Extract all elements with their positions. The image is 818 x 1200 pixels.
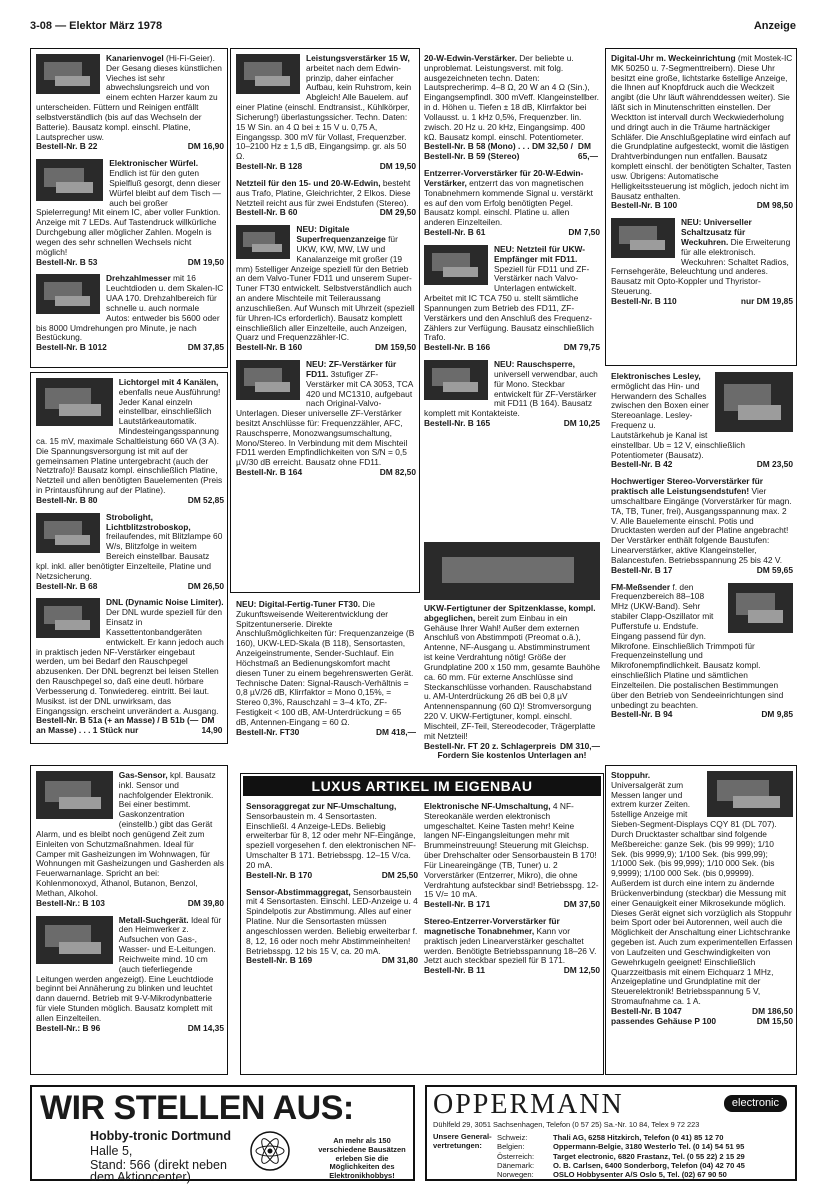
product-title: Stereo-Entzerrer-Vorverstärker für magnetische Tonabnehmer, (424, 916, 560, 936)
ft20-order: Bestell-Nr. FT 20 z. Schlagerpreis DM 310,— (424, 740, 600, 751)
order-price: DM 65,— (577, 141, 598, 162)
company-badge: electronic (724, 1095, 787, 1112)
product-item (36, 598, 224, 736)
order-number: Bestell-Nr. B 17 (611, 564, 673, 575)
col3-items (424, 54, 600, 429)
col1b (36, 378, 224, 740)
col2-items (236, 54, 416, 478)
representatives-list (497, 1133, 745, 1179)
representative-detail: Thali AG, 6258 Hitzkirch, Telefon (0 41) 85 12 70 (553, 1133, 724, 1142)
product-photo (236, 54, 300, 94)
product-order-line (424, 966, 600, 976)
product-photo (36, 54, 100, 94)
product-order-line (611, 297, 793, 307)
order-number: Bestell-Nr. B 165 (424, 417, 491, 428)
exhibition-line2: Halle 5, (90, 1144, 133, 1158)
product-title: FM-Meßsender (611, 581, 671, 592)
order-price: DM 59,65 (756, 564, 793, 575)
product-title: Elektronische NF-Umschaltung, (424, 802, 551, 811)
lux-right (424, 802, 600, 1070)
order-number: Bestell-Nr. B 166 (424, 342, 491, 353)
order-price: DM 23,50 (756, 459, 793, 470)
product-title: Leistungsverstärker 15 W, (306, 54, 410, 63)
exhibition-note: An mehr als 150 verschiedene Bausätzen erleben Sie die Möglichkeiten des Elektronikhobbys! (318, 1136, 406, 1181)
product-title: Strobolight, Lichtblitzstroboskop, (106, 511, 191, 532)
col4 (611, 54, 793, 364)
product-order-line (424, 419, 600, 429)
section-label: Anzeige (753, 20, 796, 32)
order-number: Bestell-Nr. B 60 (236, 207, 298, 218)
ft20-footer: Fordern Sie kostenlos Unterlagen an! (437, 750, 587, 761)
product-description: freilaufendes, mit Blitzlampe 60 W/s, Blitzfolge in weitem Bereich einstellbar. Bausatz kpl. inkl. aller benötigter Einzelteile, Platine und Netzsicherung. (36, 531, 223, 581)
lux-right-items (424, 802, 600, 976)
stopwatch-text: Universalgerät zum Messen langer und extrem kurzer Zeiten. 5stellige Anzeige mit Sieben-Segment-Displays CQY 81 (DL 707). Durch Drucktaster schaltbar sind folgende Meßbereiche: ganze Sek. (bis 99 999); 1/10 Sek. (bis 9999,9); 1/100 Sek. (bis 999,99); 1/1000 Sek. (bis 99,999); 1/10 000 Sek. (bis 9,9999); 1/100 000 Sek. (bis 0,99999). Außerdem ist durch eine intern zu ändernde Brückenverbindung (steckbar) die Messung mit einer Genauigkeit einer Mikrosekunde möglich. Dieses Gerät eignet sich vorzüglich als Stoppuhr beim Sport oder bei Autorennen, weil auch die Möglichkeit der Anschaltung einer Lichtschranke gegeben ist. Auch zum experimentellen Erfassen von Laufzeiten und Geschwindigkeiten von Gewehrkugeln geeignet! Einschließlich Quarzzeitbasis mit einem Eichquarz 1 MHz, Anzeigeplatine und Grundplatine mit der Steuerelektronik! Betriebsspannung 5 V, Stromaufnahme ca. 1 A. (611, 779, 793, 1007)
order-number: Bestell-Nr. B 58 (Mono) . . . DM 32,50 / Bestell-Nr. B 59 (Stereo) (424, 141, 573, 162)
representative-detail: O. B. Carlsen, 6400 Sonderborg, Telefon (04) 42 70 45 (553, 1160, 745, 1170)
product-title: NEU: ZF-Verstärker für FD11. (306, 359, 397, 379)
ft30-order: Bestell-Nr. FT30 DM 418,— (236, 726, 416, 737)
product-title: Sensor-Abstimmaggregat, (246, 886, 351, 897)
product-item (36, 378, 224, 506)
product-order-line (611, 566, 793, 576)
housing-order: passendes Gehäuse P 100 DM 15,50 (611, 1015, 793, 1026)
representative-row (497, 1133, 745, 1142)
product-description: f. den Frequenzbereich 88–108 MHz (UKW-Band). Sehr stabiler Clapp-Oszillator mit Pufferstufe u. Endstufe. Eingang passend für dyn. Mikrofone. Einschließlich Trimmpoti für Frequenzeinstellung und Mikrofonempfindlichkeit. Bausatz kompl. einschließlich Platine und sämtlichen Einzelteilen. Die postalischen Bestimmungen über den Betrieb von Sendeeinrichtungen sind unbedingt zu beachten. (611, 581, 784, 710)
product-photo (728, 583, 793, 633)
lux-left-items (246, 802, 418, 966)
luxus-banner: LUXUS ARTIKEL IM EIGENBAU (243, 776, 601, 796)
col1c (36, 771, 224, 1071)
product-order-line (36, 899, 224, 909)
product-description: Endlich ist für den guten Spielfluß gesorgt, denn dieser Würfel bleibt auf dem Tisch — auch bei großer Spielerregung! Mit einem IC, aber voller Funktion. Anzeige mit 7 LEDs. Auf Tastendruck willkürliche Durchgebung aller möglicher Zahlen. Mogeln is wegen des sehr schnellen Wechsels nicht möglich! (36, 168, 221, 257)
product-order-line (424, 343, 600, 353)
col1-items (36, 54, 224, 353)
product-title: Elektronischer Würfel. (109, 158, 199, 169)
product-photo (36, 274, 100, 314)
product-description: Der beliebte u. unproblemat. Leistungsverst. mit folg. ausgezeichneten techn. Daten: Lautsprecherimp. 4–8 Ω, 20 W an 4 Ω (Sin.), Eingangsempfindl. 300 mVeff. Klangeinstellber. in d. Höhen u. Tiefen ± 18 dB, Klirrfaktor bei Vollausst. u. 1 kHz 0,5%, Frequenzber. lin. zwisch. 20 Hz u. 20 kHz, Eingangsimp. 400 kΩ. Bausatz kompl. einschl. Potentiometer. (424, 54, 599, 142)
ft30-title: NEU: Digital-Fertig-Tuner FT30. (236, 600, 361, 609)
product-item (236, 360, 416, 478)
product-description: (Hi-Fi-Geier). Der Gesang dieses künstlichen Vieches ist sehr abwechslungsreich und von einem echten Harzer kaum zu unterscheiden. Füttern und Reinigen entfällt selbstverständlich (bis auf das Wechseln der Batterie). Bausatz kompl. einschl. Platine, Lautsprecher usw. (36, 54, 222, 142)
representatives-label: Unsere General-vertretungen: (433, 1132, 492, 1150)
ft20-text: bereit zum Einbau in ein Gehäuse Ihrer Wahl! Außer dem externen Anschluß von Abstimmpoti (Preomat o.ä.), Antenne, NF-Ausgang u. Abstimminstrument ist keine Verdrahtung nötig! Größe der Grundplatine 200 x 150 mm, gesamte Bauhöhe ca. 60 mm. Für externe Anschlüsse sind Steckanschlüsse vorhanden. Rauschabstand u. AM-Unterdrückung 26 dB bei 0,8 µV Antennenspannung (60 Ω)! Stromversorgung 220 V. UKW-Fertigtuner, kompl. einschl. Mischteil, ZF-Teil, Stereodecoder, Trägerplatte mit Netzteil! (424, 612, 600, 741)
order-number: Bestell-Nr. B 94 (611, 709, 673, 720)
product-item (424, 802, 600, 910)
product-description: für UKW, KW, MW, LW und Kanalanzeige mit großer (19 mm) 5stelliger Anzeige speziell für den Betrieb an dem Valvo-Tuner FD11 und unserem Super-Tuner FT30 entwickelt. Selbstverständlich auch an andere Mischteile mit Teileraussang anzuschließen. Auf Wunsch mit Uhrzeit (speziell für Uhren-ICs erforderlich). Bausatz komplett einschließlich aller Einzelteile, auch Anzeigen, Quarz und Frequenzzähler-IC. (236, 234, 415, 343)
product-description: ermöglicht das Hin- und Herwandern des Schalles zwischen den Boxen einer Stereoanlage. Lesley-Frequenz u. Lautstärkehub je Kanal ist einstellbar. Ub = 12 V, einschließlich Potentiometer (Bausatz). (611, 380, 745, 460)
representative-detail: OSLO Hobbysenter A/S Oslo 5, Tel. (02) 67 90 50 (553, 1170, 727, 1179)
product-photo (611, 218, 675, 258)
product-item (36, 916, 224, 1034)
stopwatch-order: Bestell-Nr. B 1047 DM 186,50 (611, 1005, 793, 1016)
order-price: DM 19,50 (187, 256, 224, 267)
order-price: DM 37,50 (563, 899, 600, 910)
product-photo (424, 245, 488, 285)
order-price: DM 82,50 (379, 467, 416, 478)
ft20-item (424, 604, 600, 761)
order-price: DM 16,90 (187, 141, 224, 152)
order-price: DM 26,50 (187, 580, 224, 591)
product-photo (36, 159, 103, 201)
col1c-items (36, 771, 224, 1034)
product-title: NEU: Digitale Superfrequenzanzeige (296, 224, 386, 245)
product-item (611, 372, 793, 470)
order-price: DM 29,50 (379, 207, 416, 218)
company-address: Dühlfeld 29, 3051 Sachsenhagen, Telefon (0 57 25) Sa.-Nr. 10 84, Telex 9 72 223 (433, 1120, 700, 1129)
col3 (424, 54, 600, 534)
product-item (36, 159, 224, 267)
product-item (246, 888, 418, 967)
col2 (236, 54, 416, 589)
representative-country: Österreich: (497, 1151, 535, 1161)
order-number: Bestell-Nr. B 51a (+ an Masse) / B 51b (— an Masse) . . . 1 Stück nur (36, 715, 199, 736)
order-price: DM 7,50 (568, 227, 600, 238)
exhibition-line1: Hobby-tronic Dortmund (90, 1129, 231, 1143)
order-number: Bestell-Nr. B 42 (611, 459, 673, 470)
product-photo (36, 513, 100, 553)
order-price: DM 14,90 (201, 715, 223, 736)
product-description: 4 NF-Stereokanäle werden elektronisch umgeschaltet. Keine Tasten mehr! Keine langen NF-Eingangsleitungen mehr mit Brummeinstreuung! Steuerung mit Gleichsp. über Drehschalter oder Sensorbaustein B 170! Für Lineareingänge (TB, Tuner) u. 2 Vorverstärker (Entzerrer, Mikro), die ohne Verdrahtung aufsteckbar sind! Betriebsspg. 12-15 V/= 10 mA. (424, 802, 599, 900)
exhibition-box (30, 1085, 415, 1184)
page-number: 3-08 — Elektor März 1978 (30, 20, 163, 32)
product-order-line (36, 142, 224, 152)
order-number: Bestell-Nr. B 53 (36, 256, 98, 267)
stopwatch-title: Stoppuhr. (611, 771, 651, 780)
product-description: entzerrt das von magnetischen Tonabnehmern kommende Signal u. verstärkt es auf den vom Erfolg benötigten Pegel. Bausatz kompl. einschl. Platine u. allen anderen Einzelteilen. (424, 177, 593, 228)
product-title: 20-W-Edwin-Verstärker. (424, 54, 517, 63)
product-item (246, 802, 418, 881)
ft30-item (236, 600, 416, 738)
product-order-line (236, 208, 416, 218)
product-order-line (236, 162, 416, 172)
representative-row (497, 1161, 745, 1170)
product-photo (236, 360, 300, 400)
col4-items-a (611, 54, 793, 307)
order-price: DM 52,85 (187, 494, 224, 505)
order-number: Bestell-Nr. B 160 (236, 342, 303, 353)
product-title: Elektronisches Lesley, (611, 372, 701, 381)
product-title: Kanarienvogel (106, 54, 164, 63)
product-title: NEU: Universeller Schaltzusatz für Weckuhren. (681, 217, 752, 247)
product-item (236, 179, 416, 218)
order-price: DM 9,85 (761, 709, 793, 720)
col2b (236, 600, 416, 770)
representative-detail: Target electronic, 6820 Frastanz, Tel. (0 55 22) 2 15 29 (553, 1151, 745, 1161)
product-item (611, 477, 793, 575)
product-title: Sensoraggregat zur NF-Umschaltung, (246, 802, 397, 811)
product-description: 3stufiger ZF-Verstärker mit CA 3053, TCA 420 und MC1310, aufgebaut nach Original-Valvo-Unterlagen. Dieser universelle ZF-Verstärker besitzt Anschlüsse für: Frequenzzähler, AFC, Rauschsperre, Monozwangsumschaltung, Mono/Stereo. In Verbindung mit dem Mischteil FD11 werden Empfindlichkeiten von S/N = 0,5 µV/30 dB erreicht. Bausatz ohne FD11. (236, 368, 413, 468)
col4-items-b (611, 372, 793, 720)
product-item (36, 513, 224, 592)
representative-country: Schweiz: (497, 1133, 528, 1142)
product-item (236, 54, 416, 172)
product-photo (36, 916, 113, 964)
representative-row (497, 1152, 745, 1161)
product-item (36, 771, 224, 909)
product-title: DNL (Dynamic Noise Limiter). (106, 597, 224, 608)
product-photo (36, 378, 113, 426)
product-title: NEU: Netzteil für UKW-Empfänger mit FD11. (494, 243, 586, 264)
representative-country: Belgien: (497, 1142, 525, 1152)
order-price: DM 25,50 (381, 869, 418, 880)
order-number: Bestell-Nr.: B 96 (36, 1022, 101, 1033)
order-number: Bestell-Nr. B 171 (424, 899, 491, 910)
order-price: DM 31,80 (381, 955, 418, 966)
product-description: Sensorbaustein mit 4 Sensortasten. Einschl. LED-Anzeige u. 4 Spindelpotis zur Abstimmung. Alles auf einer Platine. Nur die Sensortasten müssen angeschlossen werden. Beliebig erweiterbar f. 8, 12, 16 oder noch mehr Abstimmeinheiten! Betriebsspg. 12 bis 15 V, ca. 20 mA. (246, 886, 418, 956)
order-price: DM 79,75 (563, 342, 600, 353)
product-order-line (424, 228, 600, 238)
product-title: Digital-Uhr m. Weckeinrichtung (611, 54, 736, 63)
exhibition-line4: dem Aktioncenter) (90, 1170, 191, 1184)
order-price: DM 10,25 (563, 417, 600, 428)
product-description: kpl. Bausatz inkl. Sensor und nachfolgender Elektronik. Bei einer bestimmt. Gaskonzentration (einstellb.) gibt das Gerät Alarm, und es bleibt noch genügend Zeit zum Einleiten von Schutzmaßnahmen. Ideal für Camper mit Gasheizungen im Wohnwagen, für Wohnungen mit Gasheizungen und Gasherden als Feuerwarnanlage. Spricht an bei: Kohlenmonoxyd, Äthanol, Butanon, Benzol, Methan, Alkohol. (36, 771, 224, 898)
product-title: Entzerrer-Vorverstärker für 20-W-Edwin-Verstärker, (424, 168, 584, 188)
product-photo (36, 598, 100, 638)
product-item (36, 274, 224, 353)
order-number: Bestell-Nr. B 61 (424, 227, 486, 238)
order-price: DM 159,50 (375, 342, 416, 353)
product-description: Sensorbaustein m. 4 Sensortasten. Einschließl. 4 Anzeige-LEDs. Beliebig erweiterbar für 8, 12 oder mehr NF-Eingänge, speziell vorgesehen f. den elektronischen NF-Umschalter B 171. Betriebsspg. 12–15 V/ca. 20 mA. (246, 810, 416, 870)
representative-row (497, 1142, 745, 1151)
ft20-title: UKW-Fertigtuner der Spitzenklasse, kompl. abgeglichen, (424, 603, 596, 623)
product-order-line (36, 582, 224, 592)
product-description: Speziell für FD11 und ZF-Verstärker nach Valvo-Unterlagen entwickelt. Arbeitet mit IC TCA 750 u. stellt sämtliche Spannungen zum Betrieb des FD11, ZF-Verstärkers und den Anschluß des Frequenz-Zählers zur Verfügung. Bausatz einschließlich Trafo. (424, 263, 594, 343)
product-title: Drehzahlmesser (106, 273, 171, 284)
product-order-line (36, 496, 224, 506)
col4b (611, 771, 793, 1071)
ft30-text: Die Zukunftsweisende Weiterentwicklung der Spitzentunerserie. Direkte Anschlußmöglichkeiten für: Frequenzanzeige (B 160), UKW-LED-Skala (B 118), Sensortasten, Anzeigeinstrumente, Sender-Suchlauf. Ein Höchstmaß an Bedienungskomfort macht diesen Tuner zu einem begehrenswerten Gerät. Technische Daten: Signal-Rausch-Verhältnis = 0,8 µV/26 dB, Klirrfaktor = Mono 0,15%, = Stereo 0,3%, Rauschzahl = 3–4 kTo, ZF-Festigkeit < 100 dB, AM-Unterdrückung = 65 dB, Antennen-Eingang = 60 Ω. (236, 600, 415, 727)
product-item (611, 218, 793, 306)
order-price: DM 14,35 (187, 1022, 224, 1033)
col4-lower (611, 372, 793, 762)
product-title: Metall-Suchgerät. (118, 914, 189, 925)
product-description: ebenfalls neue Ausführung! Jeder Kanal einzeln einstellbar, einschließlich Lautstärkeautomatik. Mindesteingangsspannung ca. 15 mV, maximale Schaltleistung 660 VA (3 A). Die Spannungsversorgung ist mit auf der gemeinsamen Platine untergebracht (auch der Netztrafo)! Bausatz kompl. einschließlich Platine, Netzteil und allen benötigten Bauelementen (Preis in Printausführung auf der Platine). (36, 386, 223, 496)
product-item (611, 54, 793, 211)
order-number: Bestell-Nr. B 128 (236, 161, 303, 172)
product-order-line (236, 468, 416, 478)
order-number: Bestell-Nr.: B 103 (36, 897, 105, 908)
col1 (36, 54, 224, 364)
order-price: DM 19,50 (379, 161, 416, 172)
order-number: Bestell-Nr. B 100 (611, 200, 678, 211)
order-number: Bestell-Nr. B 22 (36, 141, 98, 152)
product-title: Lichtorgel mit 4 Kanälen, (118, 378, 219, 387)
order-number: Bestell-Nr. B 1012 (36, 342, 107, 353)
product-title: Netzteil für den 15- und 20-W-Edwin, (236, 177, 381, 188)
order-price: DM 37,85 (187, 342, 224, 353)
exhibition-line3: Stand: 566 (direkt neben (90, 1158, 227, 1172)
product-item (424, 54, 600, 162)
order-number: Bestell-Nr. B 80 (36, 494, 98, 505)
product-title: Hochwertiger Stereo-Vorverstärker für praktisch alle Leistungsendstufen! (611, 476, 764, 497)
product-photo (715, 372, 793, 432)
order-price: DM 98,50 (756, 200, 793, 211)
product-item (424, 245, 600, 353)
oppermann-box (425, 1085, 797, 1181)
order-number: Bestell-Nr. B 11 (424, 965, 485, 976)
product-order-line (611, 201, 793, 211)
product-order-line (424, 142, 600, 162)
product-description: Der DNL wurde speziell für den Einsatz in Kassettentonbandgeräten entwickelt. Er kann jedoch auch in praktisch jeden NF-Verstärker eingebaut werden, um bei Bedarf den Rauschpegel abzusenken. Der DNL begrenzt bei leisen Stellen den Rauschpegel so, daß eine deutl. hörbare Verbesserung d. Tonwiedereg. eintritt. Bei laut. Musikst. ist der DNL unwirksam, das Eingangssign. erscheint unverändert a. Ausgang. (36, 607, 224, 716)
product-order-line (36, 1024, 224, 1034)
product-order-line (246, 871, 418, 881)
exhibition-title: WIR STELLEN AUS: (40, 1089, 354, 1127)
product-order-line (236, 343, 416, 353)
product-item (424, 169, 600, 238)
product-title: NEU: Rauschsperre, (494, 359, 575, 370)
product-item (424, 917, 600, 976)
atom-logo-icon (250, 1131, 290, 1171)
company-logo: OPPERMANN (433, 1089, 624, 1120)
product-order-line (36, 343, 224, 353)
representative-detail: Oppermann-Belgie, 3180 Westerlo Tel. (0 14) 54 51 95 (553, 1142, 745, 1152)
order-number: Bestell-Nr. B 68 (36, 580, 98, 591)
representative-country: Dänemark: (497, 1160, 535, 1170)
product-description: (mit Mostek-IC MK 50250 u. 7-Segmenttreibern). Diese Uhr besitzt eine große, lichtstarke 6stellige Anzeige, die Ihnen auf Knopfdruck auch die Weckzeit angibt (die Uhr läuft währenddessen weiter). Sie läßt sich in Minutenschritten einstellen. Der Wecktton ist intervall durch Weckwiederholung und dringt auch in die Träume hartnäckiger Schläfer. Die Anschlußgeplatine wird einfach auf die Grundplatine aufgesteckt, womit die lästigen Drahtverbindungen nun entfallen. Bausatz komplett einschl. der benötigten Schalter, Tasten usw. Übrigens: Automatische Helligkeitssteuerung ist möglich, jedoch nicht im Bausatz enthalten. (611, 54, 793, 201)
product-order-line (611, 460, 793, 470)
product-description: arbeitet nach dem Edwin-prinzip, daher einfacher Aufbau, kein Ruhstrom, kein Abgleich! Alle Bauelem. auf einer Platine (einschl. Endtransist., Kühlkörper, Sicherung!) überlastungssicher. Techn. Daten: 15 W Sin. an 4 Ω bei ± 15 V u. 0,75 A, Eingangssp. 300 mV für Vollast, Frequenzber. 10–2100 Hz ± 1,5 dB, Eingangsimp. gr. als 50 Ω. (236, 62, 412, 162)
product-description: Kann vor praktisch jeden Linearverstärker geschaltet werden. Benötigte Betriebsspannung 18–26 V. Jetzt auch steckbar speziell für B 171. (424, 925, 597, 966)
product-description: universell verwendbar, auch für Mono. Steckbar entwickelt für ZF-Verstärker mit FD11 (B 164). Bausatz komplett mit Kontakteiste. (424, 368, 598, 419)
order-price: DM 12,50 (563, 965, 600, 976)
col1b-items (36, 378, 224, 736)
product-description: Ideal für den Heimwerker z. Aufsuchen von Gas-, Wasser- und E-Leitungen. Reichweite mind. 10 cm (auch tieferliegende Leitungen werden angezeigt). Eine Leuchtdiode beginnt bei Annäherung zu blinken und leuchtet dann dauernd. Betrieb mit 9-V-Mikrodynbatterie für viele Stunden möglich. Bausatz komplett mit allen Einzelteilen. (36, 914, 222, 1023)
order-price: nur DM 19,85 (740, 295, 793, 306)
product-item (424, 360, 600, 429)
representative-row (497, 1170, 745, 1179)
order-price: DM 39,80 (187, 897, 224, 908)
product-order-line (36, 716, 224, 736)
product-description: mit 16 Leuchtdioden u. dem Skalen-IC UAA 170. Drehzahlbereich für schnelle u. auch normale Autos: entweder bis 5600 oder bis 8000 Umdrehungen pro Minute, je nach Bestückung. (36, 273, 224, 343)
lux-left (246, 802, 418, 1070)
product-order-line (36, 258, 224, 268)
product-description: Vier umschaltbare Eingänge (Vorverstärker für magn. TA, TB, Tuner, frei), Ausgangsspannung max. 2 V. Alle Bauelemente einschl. Potis und Drucktasten werden auf der Platine angebracht! Der Verstärker enthält folgende Baustufen: Linearverstärker, aktive Klangeinsteller, Balancestufen. Betriebsspannung 25 bis 42 V. (611, 486, 792, 565)
col3b (424, 540, 600, 770)
tuner-photo (424, 542, 600, 600)
product-order-line (611, 710, 793, 720)
product-title: Gas-Sensor, (118, 771, 168, 780)
product-item (236, 225, 416, 353)
stopwatch-photo (707, 771, 793, 817)
order-number: Bestell-Nr. B 169 (246, 955, 313, 966)
product-item (36, 54, 224, 152)
product-order-line (246, 956, 418, 966)
product-photo (424, 360, 488, 400)
product-item (611, 583, 793, 721)
product-photo (236, 225, 290, 259)
page-header (30, 20, 796, 36)
representative-country: Norwegen: (497, 1170, 534, 1179)
product-description: besteht aus Trafo, Platine, Gleichrichter, 2 Elkos. Diese Netzteil reicht aus für zwei Endstufen (Stereo). (236, 177, 411, 208)
product-photo (36, 771, 113, 819)
order-number: Bestell-Nr. B 170 (246, 869, 313, 880)
product-description: Die Erweiterung für alle elektronisch. Weckuhren: Schaltet Radios, Fernsehgeräte, Beleuchtung und anderes. Bausatz mit Opto-Koppler und Thyristor-Steuerung. (611, 236, 791, 297)
product-order-line (424, 900, 600, 910)
order-number: Bestell-Nr. B 110 (611, 295, 677, 306)
order-number: Bestell-Nr. B 164 (236, 467, 303, 478)
